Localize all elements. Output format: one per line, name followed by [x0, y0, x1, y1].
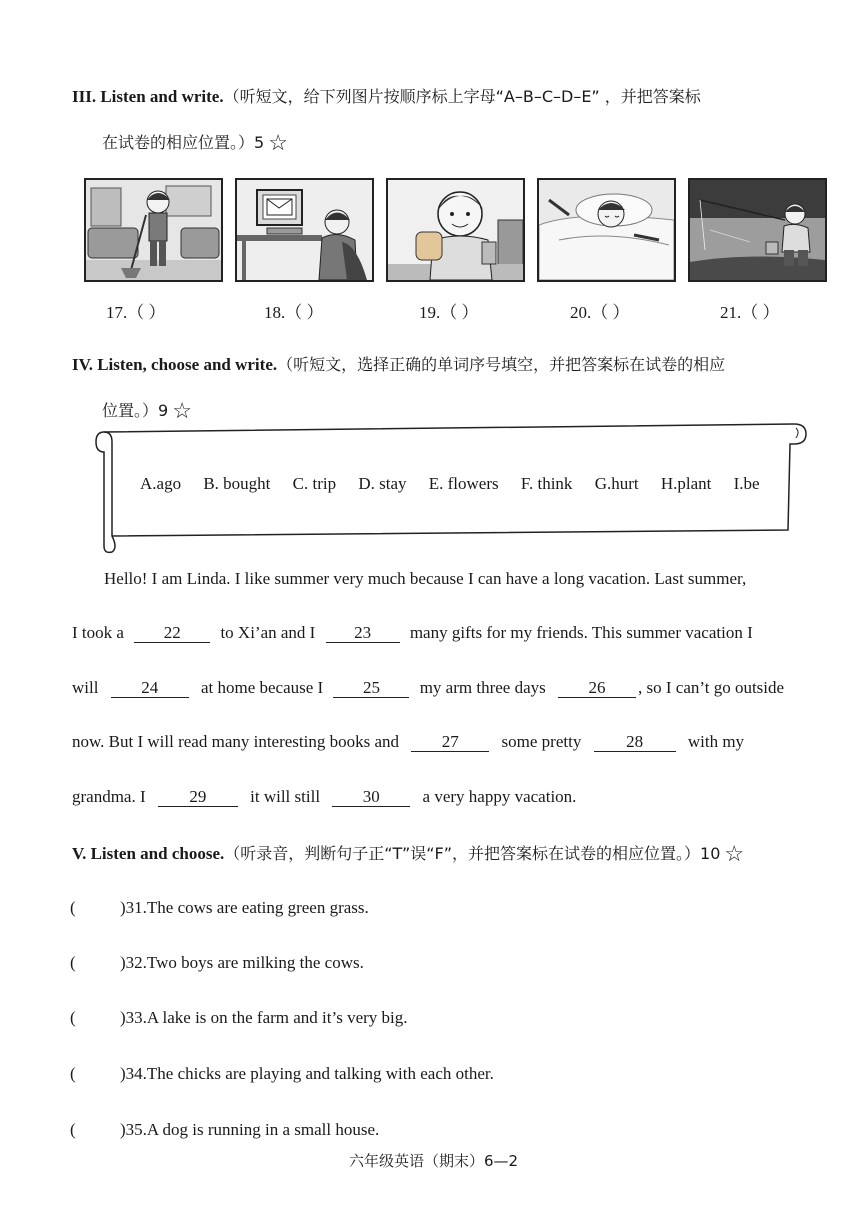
boy-eating-bread-picture	[386, 178, 525, 282]
section5-instruction: （听录音，判断句子正“T”误“F”，并把答案标在试卷的相应位置。）10	[224, 844, 721, 863]
blank-25[interactable]: 25	[333, 679, 409, 698]
blank-24[interactable]: 24	[111, 679, 189, 698]
option-f: F. think	[520, 474, 573, 493]
section3-instruction2: 在试卷的相应位置。）5	[102, 133, 265, 152]
answer-blank-17[interactable]: 17.（ ）	[106, 303, 166, 322]
section3-heading	[72, 84, 701, 107]
boy-sweeping-floor-picture	[84, 178, 223, 282]
star-icon: ☆	[268, 130, 288, 155]
section4-instruction: （听短文，选择正确的单词序号填空，并把答案标在试卷的相应	[277, 355, 726, 374]
picture-labels	[84, 298, 828, 322]
passage-line-2: I took a 22 to Xi’an and I 23 many gifts for my friends. This summer vacation I	[72, 623, 753, 642]
option-e: E. flowers	[428, 474, 499, 493]
tf-item-31: ( )31.The cows are eating green grass.	[70, 898, 369, 917]
section4-instruction2: 位置。）9	[102, 401, 169, 420]
boy-sleeping-in-bed-picture	[537, 178, 676, 282]
answer-paren-33[interactable]: (	[70, 1008, 76, 1027]
answer-paren-35[interactable]: (	[70, 1120, 76, 1139]
passage-line-1: Hello! I am Linda. I like summer very much because I can have a long vacation. Last summer,	[104, 569, 747, 588]
option-b: B. bought	[203, 474, 271, 493]
section3-heading-cont	[102, 130, 288, 156]
passage-line-3: will 24 at home because I 25 my arm three days 26 , so I can’t go outside	[72, 678, 785, 697]
passage-line-5: grandma. I 29 it will still 30 a very happy vacation.	[72, 787, 577, 806]
blank-23[interactable]: 23	[326, 624, 400, 643]
blank-30[interactable]: 30	[332, 788, 410, 807]
tf-item-34: ( )34.The chicks are playing and talking with each other.	[70, 1064, 494, 1083]
section3-title: III. Listen and write.	[72, 87, 224, 106]
answer-paren-31[interactable]: (	[70, 898, 76, 917]
passage-line-4: now. But I will read many interesting books and 27 some pretty 28 with my	[72, 732, 745, 751]
option-d: D. stay	[358, 474, 407, 493]
answer-blank-18[interactable]: 18.（ ）	[264, 303, 324, 322]
boy-fishing-picture	[688, 178, 827, 282]
boy-using-computer-picture	[235, 178, 374, 282]
option-a: A.ago	[140, 474, 182, 493]
blank-29[interactable]: 29	[158, 788, 238, 807]
tf-item-35: ( )35.A dog is running in a small house.	[70, 1120, 380, 1139]
page-footer: 六年级英语（期末）6—2	[348, 1152, 519, 1170]
blank-28[interactable]: 28	[594, 733, 676, 752]
star-icon: ☆	[172, 398, 192, 423]
answer-blank-19[interactable]: 19.（ ）	[419, 303, 479, 322]
answer-paren-32[interactable]: (	[70, 953, 76, 972]
section3-instruction: （听短文，给下列图片按顺序标上字母“A–B–C–D–E” ，并把答案标	[223, 87, 701, 106]
answer-blank-21[interactable]: 21.（ ）	[720, 303, 780, 322]
blank-27[interactable]: 27	[411, 733, 489, 752]
answer-blank-20[interactable]: 20.（ ）	[570, 303, 630, 322]
tf-item-32: ( )32.Two boys are milking the cows.	[70, 953, 364, 972]
answer-paren-34[interactable]: (	[70, 1064, 76, 1083]
blank-26[interactable]: 26	[558, 679, 636, 698]
section5-heading	[72, 841, 744, 867]
option-g: G.hurt	[594, 474, 639, 493]
section4-title: IV. Listen, choose and write.	[72, 355, 278, 374]
section4-heading	[72, 352, 725, 375]
tf-item-33: ( )33.A lake is on the farm and it’s very big.	[70, 1008, 408, 1027]
blank-22[interactable]: 22	[134, 624, 210, 643]
picture-row	[84, 178, 828, 284]
option-i: I.be	[733, 474, 760, 493]
section5-title: V. Listen and choose.	[72, 844, 225, 863]
option-h: H.plant	[660, 474, 712, 493]
star-icon: ☆	[724, 841, 745, 866]
option-c: C. trip	[292, 474, 337, 493]
word-bank-options	[140, 474, 778, 494]
